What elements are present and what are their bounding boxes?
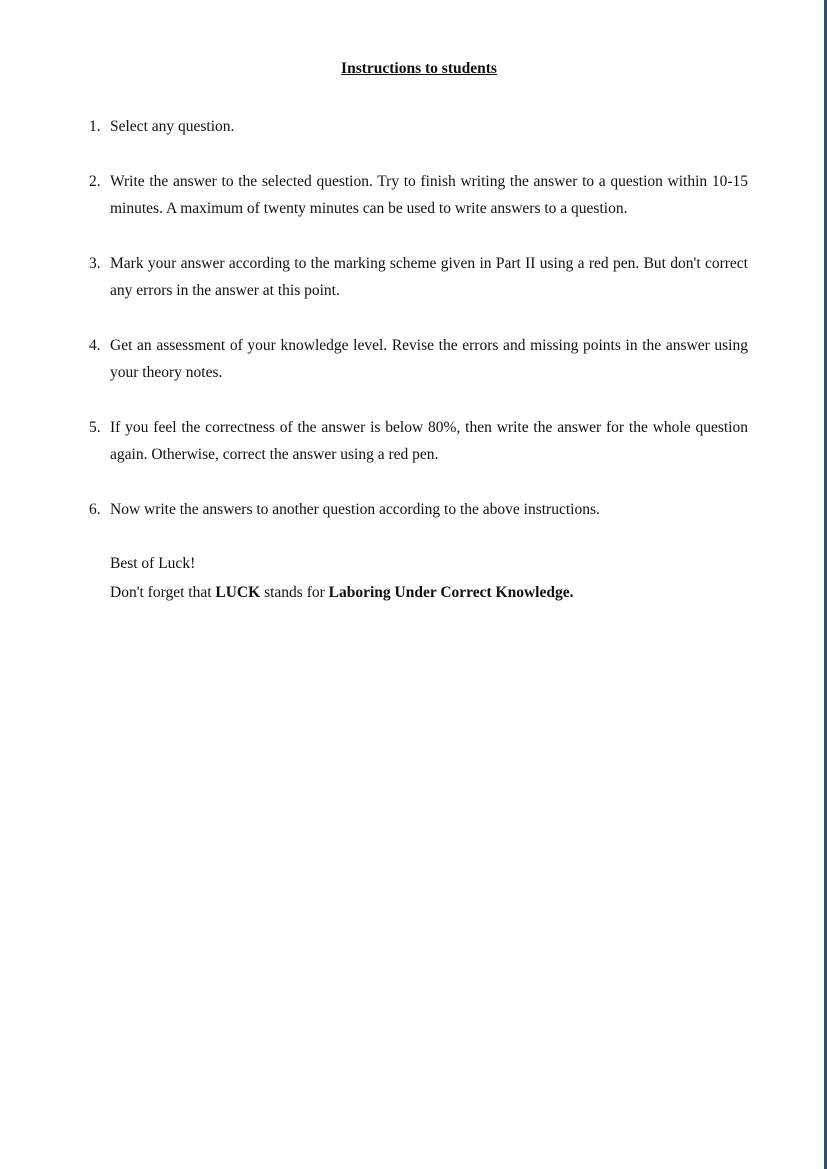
list-item bbox=[89, 414, 748, 469]
list-item bbox=[89, 168, 748, 223]
luck-definition bbox=[110, 578, 750, 607]
closing-greeting: Best of Luck! bbox=[110, 555, 196, 572]
list-item bbox=[89, 113, 748, 141]
list-item bbox=[89, 496, 748, 524]
instructions-list bbox=[89, 113, 748, 550]
closing-note bbox=[110, 549, 750, 607]
item-number: 6. bbox=[89, 500, 101, 518]
item-number: 5. bbox=[89, 418, 101, 436]
item-text: Mark your answer according to the marking scheme given in Part II using a red pen. But don't correct any errors in the answer at this point. bbox=[110, 254, 748, 299]
luck-middle: stands for bbox=[260, 584, 329, 601]
item-number: 4. bbox=[89, 336, 101, 354]
page-title: Instructions to students bbox=[341, 60, 497, 77]
item-text: If you feel the correctness of the answer is below 80%, then write the answer for the whole question again. Otherwise, correct the answer using a red pen. bbox=[110, 418, 748, 463]
list-item bbox=[89, 250, 748, 305]
item-text: Now write the answers to another question according to the above instructions. bbox=[110, 500, 600, 518]
item-text: Get an assessment of your knowledge level. Revise the errors and missing points in the answer using your theory notes. bbox=[110, 336, 748, 381]
item-number: 2. bbox=[89, 172, 101, 190]
item-text: Select any question. bbox=[110, 118, 235, 135]
luck-prefix: Don't forget that bbox=[110, 584, 216, 601]
item-number: 1. bbox=[89, 118, 101, 135]
item-text: Write the answer to the selected question. Try to finish writing the answer to a question within 10-15 minutes. A maximum of twenty minutes can be used to write answers to a question. bbox=[110, 172, 748, 217]
luck-meaning: Laboring Under Correct Knowledge. bbox=[328, 584, 574, 601]
luck-word: LUCK bbox=[215, 584, 261, 601]
list-item bbox=[89, 332, 748, 387]
item-number: 3. bbox=[89, 254, 101, 272]
